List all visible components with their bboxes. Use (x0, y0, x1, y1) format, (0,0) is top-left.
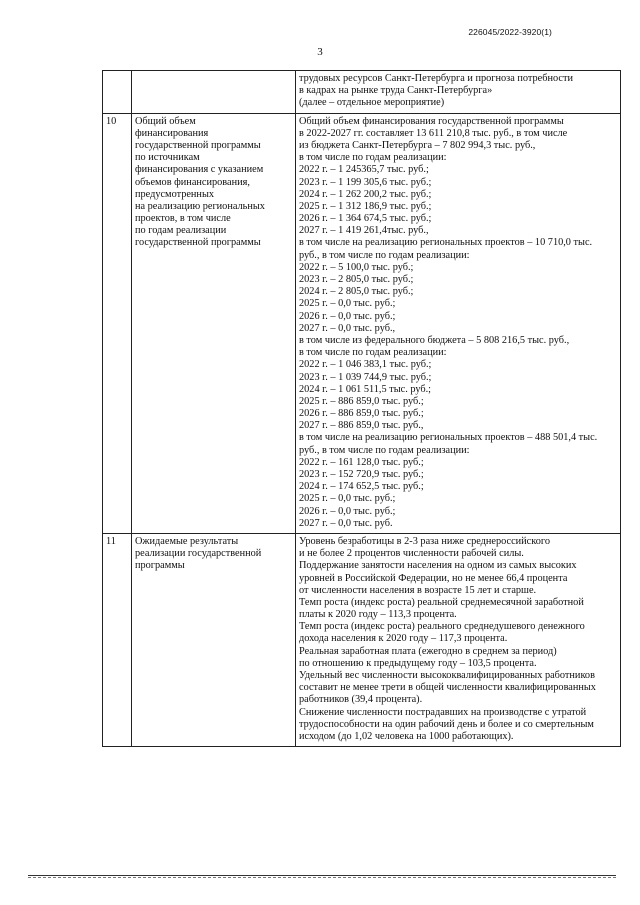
text-line: 2024 г. – 1 061 511,5 тыс. руб.; (299, 383, 432, 395)
text-line: в том числе из федерального бюджета – 5 808 216,5 тыс. руб., (299, 334, 570, 346)
text-line: в том числе по годам реализации: (299, 347, 447, 359)
row-number-cell: 11 (103, 533, 132, 746)
text-line: 2027 г. – 1 419 261,4тыс. руб., (299, 225, 429, 237)
text-line: финансирования с указанием (135, 164, 264, 176)
text-line: 2027 г. – 886 859,0 тыс. руб., (299, 420, 424, 432)
text-line: 2022 г. – 1 245365,7 тыс. руб.; (299, 164, 429, 176)
text-line: Реальная заработная плата (ежегодно в среднем за период) (299, 645, 557, 657)
text-line: по источникам (135, 152, 200, 164)
text-line: Общий объем финансирования государственной программы (299, 115, 564, 127)
text-line: руб., в том числе по годам реализации: (299, 249, 470, 261)
text-line: 2023 г. – 152 720,9 тыс. руб.; (299, 469, 424, 480)
text-line: Общий объем (135, 115, 196, 127)
text-line: 2026 г. – 0,0 тыс. руб.; (299, 505, 396, 517)
text-line: и не более 2 процентов численности рабочей силы. (299, 548, 524, 560)
text-line: государственной программы (135, 237, 261, 249)
text-line: работников (39,4 процента). (299, 694, 423, 706)
text-line: Снижение численности пострадавших на производстве с утратой (299, 706, 587, 718)
text-line: 2022 г. – 5 100,0 тыс. руб.; (299, 261, 414, 273)
text-line: в том числе по годам реализации: (299, 152, 447, 164)
text-line: Темп роста (индекс роста) реального среднедушевого денежного (299, 621, 585, 633)
row-name-cell (132, 113, 296, 533)
text-line: руб., в том числе по годам реализации: (299, 444, 470, 456)
text-line: 2025 г. – 886 859,0 тыс. руб.; (299, 395, 424, 407)
text-line: 2022 г. – 161 128,0 тыс. руб.; (299, 456, 424, 468)
text-line: трудоспособности на один рабочий день и более и со смертельным (299, 718, 594, 730)
program-passport-table (102, 70, 621, 747)
page-number: 3 (317, 46, 323, 58)
text-line: в 2022-2027 гг. составляет 13 611 210,8 тыс. руб., в том числе (299, 127, 568, 139)
text-line: программы (135, 560, 185, 572)
text-line: 2025 г. – 0,0 тыс. руб.; (299, 493, 396, 505)
text-line: государственной программы (135, 139, 261, 151)
text-line: Поддержание занятости населения на одном из самых высоких (299, 560, 577, 572)
text-line: Удельный вес численности высококвалифицированных работников (299, 670, 595, 681)
text-line: составит не менее трети в общей численности квалифицированных (299, 682, 596, 694)
text-line: на реализацию региональных (135, 200, 265, 212)
text-line: 2024 г. – 1 262 200,2 тыс. руб.; (299, 188, 432, 200)
row-value-cell (296, 113, 621, 533)
text-line: объемов финансирования, (135, 176, 250, 188)
text-line: Уровень безработицы в 2-3 раза ниже среднероссийского (299, 535, 550, 547)
text-line: 2023 г. – 2 805,0 тыс. руб.; (299, 274, 414, 285)
text-line: проектов, в том числе (135, 213, 231, 225)
row-value-cell (296, 533, 621, 746)
text-line: платы к 2020 году – 113,3 процента. (299, 609, 457, 621)
text-line: исходом (до 1,02 человека на 1000 работающих). (299, 730, 514, 742)
text-line: 2024 г. – 2 805,0 тыс. руб.; (299, 286, 414, 298)
text-line: трудовых ресурсов Санкт-Петербурга и прогноза потребности (299, 73, 573, 84)
text-line: предусмотренных (135, 188, 215, 200)
row-value-cell (296, 71, 621, 114)
text-line: 2023 г. – 1 199 305,6 тыс. руб.; (299, 176, 432, 188)
text-line: 2026 г. – 886 859,0 тыс. руб.; (299, 408, 424, 420)
text-line: (далее – отдельное мероприятие) (299, 97, 445, 109)
document-id: 226045/2022-3920(1) (468, 27, 552, 37)
text-line: из бюджета Санкт-Петербурга – 7 802 994,3 тыс. руб., (299, 139, 536, 151)
scan-edge-line (28, 875, 616, 876)
text-line: в том числе на реализацию региональных проектов – 10 710,0 тыс. (299, 237, 593, 249)
text-line: Ожидаемые результаты (135, 535, 239, 547)
row-name-cell (132, 533, 296, 746)
text-line: в кадрах на рынке труда Санкт-Петербурга» (299, 85, 493, 97)
table-row-expected-results (103, 533, 621, 746)
text-line: 2023 г. – 1 039 744,9 тыс. руб.; (299, 371, 432, 383)
text-line: по годам реализации (135, 225, 227, 237)
text-line: реализации государственной (135, 548, 262, 560)
row-name-cell (132, 71, 296, 114)
text-line: уровней в Российской Федерации, но не менее 66,4 процента (299, 572, 568, 584)
text-line: 2026 г. – 0,0 тыс. руб.; (299, 310, 396, 322)
text-line: в том числе на реализацию региональных проектов – 488 501,4 тыс. (299, 432, 598, 444)
text-line: 2022 г. – 1 046 383,1 тыс. руб.; (299, 359, 432, 371)
table-row-continuation (103, 71, 621, 114)
text-line: 2027 г. – 0,0 тыс. руб., (299, 322, 396, 334)
text-line: по отношению к предыдущему году – 103,5 процента. (299, 657, 537, 669)
row-number-cell: 10 (103, 113, 132, 533)
text-line: от численности населения в возрасте 15 лет и старше. (299, 584, 537, 596)
text-line: финансирования (135, 127, 209, 139)
text-line: Темп роста (индекс роста) реальной среднемесячной заработной (299, 596, 584, 608)
table-row-financing (103, 113, 621, 533)
text-line: 2026 г. – 1 364 674,5 тыс. руб.; (299, 213, 432, 225)
text-line: дохода населения к 2020 году – 117,3 процента. (299, 633, 508, 645)
row-number-cell (103, 71, 132, 114)
text-line: 2027 г. – 0,0 тыс. руб. (299, 517, 393, 529)
text-line: 2024 г. – 174 652,5 тыс. руб.; (299, 481, 424, 493)
scan-edge-line-dashed (28, 877, 616, 878)
text-line: 2025 г. – 0,0 тыс. руб.; (299, 298, 396, 310)
text-line: 2025 г. – 1 312 186,9 тыс. руб.; (299, 200, 432, 212)
